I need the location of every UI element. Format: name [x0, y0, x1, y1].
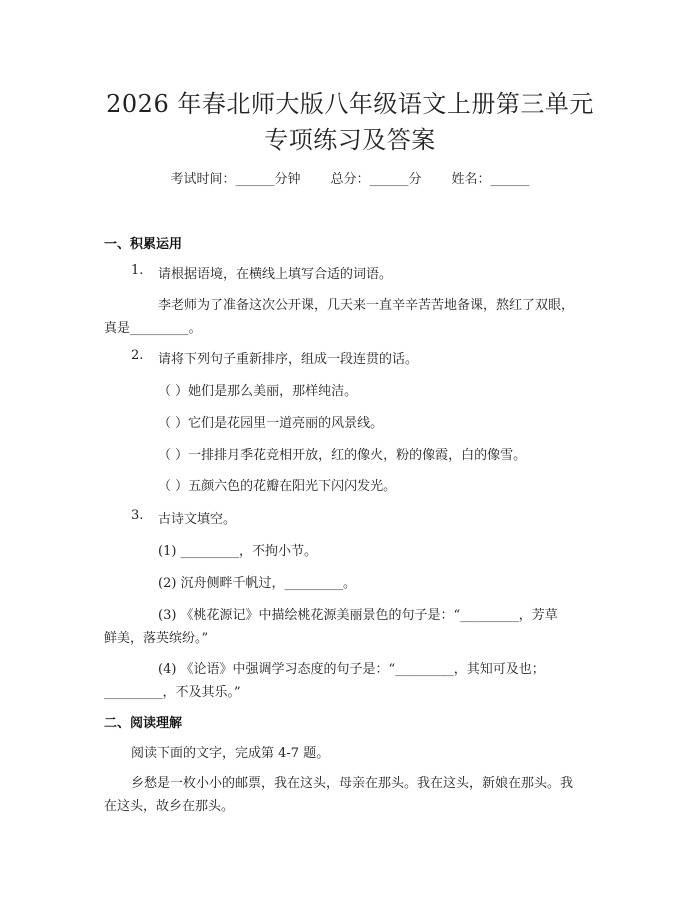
question-2-prompt: 请将下列句子重新排序，组成一段连贯的话。	[158, 352, 419, 367]
document-title-line-2: 专项练习及答案	[264, 126, 436, 154]
question-1-paragraph-line-2: 真是_________。	[104, 321, 202, 336]
document-title-line-1: 2026 年春北师大版八年级语文上册第三单元	[106, 90, 594, 118]
question-2-item: （ ）它们是花园里一道亮丽的风景线。	[158, 416, 384, 431]
question-3-item-3-line-1: (3) 《桃花源记》中描绘桃花源美丽景色的句子是：“_________，芳草	[158, 608, 558, 623]
section-2-heading: 二、阅读理解	[104, 716, 183, 731]
question-3-item-3-line-2: 鲜美，落英缤纷。”	[104, 631, 209, 646]
exam-info-row	[0, 168, 700, 187]
question-3-item-1: (1) _________，不拘小节。	[158, 544, 318, 559]
question-2-item: （ ）一排排月季花竞相开放，红的像火，粉的像霞，白的像雪。	[158, 448, 527, 463]
question-3-number: 3.	[131, 508, 144, 523]
question-3-item-2: (2) 沉舟侧畔千帆过，_________。	[158, 576, 357, 591]
question-2-number: 2.	[131, 348, 144, 363]
question-1-number: 1.	[131, 263, 144, 278]
reading-passage-line-2: 在这头，故乡在那头。	[104, 799, 235, 814]
question-1-prompt: 请根据语境，在横线上填写合适的词语。	[158, 267, 393, 282]
total-score-field: 总分：______分	[330, 172, 422, 187]
question-2-item: （ ）她们是那么美丽，那样纯洁。	[158, 384, 358, 399]
exam-time-field: 考试时间：______分钟	[170, 172, 301, 187]
question-3-item-4-line-1: (4) 《论语》中强调学习态度的句子是：“_________，其知可及也；	[158, 662, 545, 677]
question-2-item: （ ）五颜六色的花瓣在阳光下闪闪发光。	[158, 479, 397, 494]
reading-passage-line-1: 乡愁是一枚小小的邮票，我在这头，母亲在那头。我在这头，新娘在那头。我	[131, 776, 574, 791]
question-3-item-4-line-2: _________，不及其乐。”	[104, 685, 241, 700]
student-name-field: 姓名：______	[451, 172, 530, 187]
reading-intro: 阅读下面的文字，完成第 4-7 题。	[131, 746, 330, 761]
question-1-paragraph-line-1: 李老师为了准备这次公开课，几天来一直辛辛苦苦地备课，熬红了双眼，	[158, 298, 575, 313]
question-3-prompt: 古诗文填空。	[158, 512, 237, 527]
section-1-heading: 一、积累运用	[104, 237, 183, 252]
